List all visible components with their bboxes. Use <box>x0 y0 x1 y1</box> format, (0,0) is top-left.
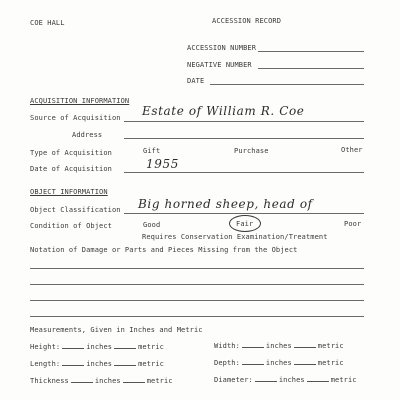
source-value: Estate of William R. Coe <box>142 104 305 118</box>
depth-inches-label: inches <box>265 359 292 367</box>
damage-line-1[interactable] <box>30 268 364 269</box>
accession-number-label: ACCESSION NUMBER <box>187 44 257 52</box>
classification-label: Object Classification <box>30 206 121 214</box>
damage-line-3[interactable] <box>30 300 364 301</box>
negative-number-label: NEGATIVE NUMBER <box>187 61 252 69</box>
damage-line-2[interactable] <box>30 284 364 285</box>
width-metric-label: metric <box>317 342 344 350</box>
length-row <box>30 359 164 369</box>
damage-line-4[interactable] <box>30 316 364 317</box>
width-row <box>214 341 344 351</box>
classification-value: Big horned sheep, head of <box>138 197 313 211</box>
thickness-inches-label: inches <box>94 377 121 385</box>
length-label: Length: <box>30 360 61 368</box>
type-label: Type of Acquisition <box>30 149 112 157</box>
diameter-inches-label: inches <box>278 376 305 384</box>
condition-option-good[interactable]: Good <box>143 221 161 229</box>
selected-condition-circle <box>229 215 261 232</box>
acquisition-date-value: 1955 <box>146 157 179 171</box>
acquisition-date-field[interactable] <box>124 172 364 173</box>
condition-option-fair[interactable]: Fair <box>236 220 254 228</box>
classification-field[interactable] <box>124 213 364 214</box>
thickness-metric-field[interactable] <box>123 376 145 383</box>
diameter-metric-label: metric <box>330 376 357 384</box>
source-field[interactable] <box>124 121 364 122</box>
acquisition-section-title: ACQUISITION INFORMATION <box>30 97 130 105</box>
diameter-row <box>214 375 357 385</box>
depth-metric-field[interactable] <box>294 358 316 365</box>
institution-name: COE HALL <box>30 19 65 27</box>
address-label: Address <box>72 131 103 139</box>
address-field[interactable] <box>124 138 364 139</box>
length-metric-field[interactable] <box>114 359 136 366</box>
height-inches-label: inches <box>86 343 113 351</box>
condition-option-poor[interactable]: Poor <box>344 220 362 228</box>
date-field[interactable] <box>210 84 364 85</box>
height-inches-field[interactable] <box>62 342 84 349</box>
object-section-title: OBJECT INFORMATION <box>30 188 108 196</box>
condition-label: Condition of Object <box>30 222 112 230</box>
length-inches-field[interactable] <box>62 359 84 366</box>
length-inches-label: inches <box>86 360 113 368</box>
width-inches-field[interactable] <box>242 341 264 348</box>
diameter-metric-field[interactable] <box>307 375 329 382</box>
damage-label: Notation of Damage or Parts and Pieces Missing from the Object <box>30 246 298 254</box>
thickness-row <box>30 376 173 386</box>
depth-metric-label: metric <box>317 359 344 367</box>
type-option-other[interactable]: Other <box>341 146 363 154</box>
date-label: DATE <box>187 77 205 85</box>
height-metric-label: metric <box>138 343 164 351</box>
depth-row <box>214 358 344 368</box>
thickness-inches-field[interactable] <box>71 376 93 383</box>
measurements-heading: Measurements, Given in Inches and Metric <box>30 326 203 334</box>
form-title: ACCESSION RECORD <box>212 17 282 25</box>
accession-number-field[interactable] <box>258 51 364 52</box>
height-row <box>30 342 164 352</box>
diameter-inches-field[interactable] <box>255 375 277 382</box>
depth-label: Depth: <box>214 359 240 367</box>
source-label: Source of Acquisition <box>30 114 121 122</box>
acquisition-date-label: Date of Acquisition <box>30 165 112 173</box>
width-label: Width: <box>214 342 240 350</box>
length-metric-label: metric <box>138 360 164 368</box>
thickness-label: Thickness <box>30 377 69 385</box>
width-metric-field[interactable] <box>294 341 316 348</box>
width-inches-label: inches <box>265 342 292 350</box>
negative-number-field[interactable] <box>258 68 364 69</box>
thickness-metric-label: metric <box>146 377 173 385</box>
type-option-gift[interactable]: Gift <box>143 147 161 155</box>
type-option-purchase[interactable]: Purchase <box>234 147 269 155</box>
height-metric-field[interactable] <box>114 342 136 349</box>
diameter-label: Diameter: <box>214 376 253 384</box>
height-label: Height: <box>30 343 61 351</box>
depth-inches-field[interactable] <box>242 358 264 365</box>
conservation-note[interactable]: Requires Conservation Examination/Treatment <box>142 233 328 241</box>
